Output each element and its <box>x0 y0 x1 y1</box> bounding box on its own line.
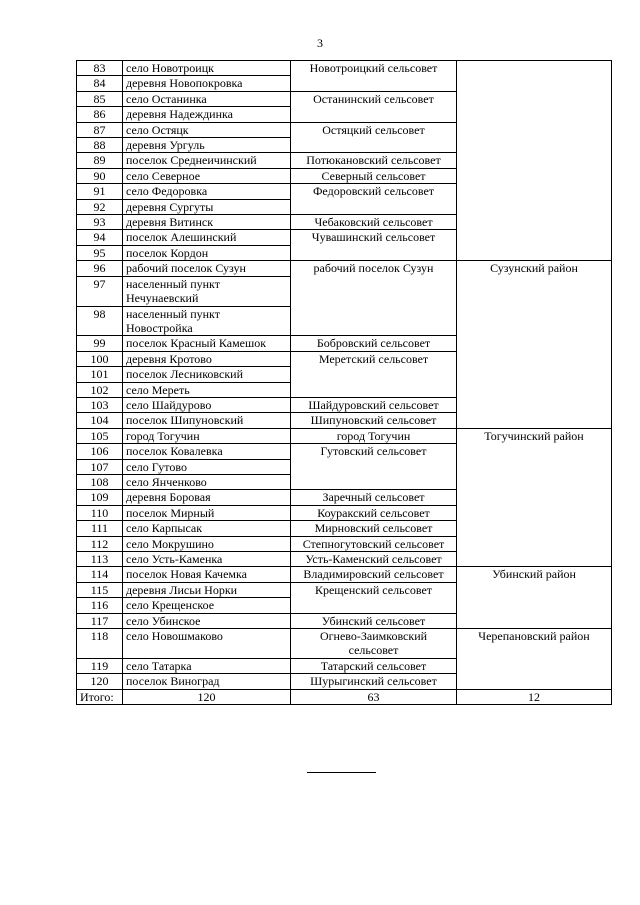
row-number: 94 <box>77 230 123 245</box>
table-row <box>77 61 612 76</box>
council-name: Остяцкий сельсовет <box>291 122 457 153</box>
total-councils: 63 <box>291 689 457 704</box>
row-number: 112 <box>77 536 123 551</box>
council-name: город Тогучин <box>291 428 457 443</box>
settlement-name: деревня Кротово <box>123 351 291 366</box>
settlement-name: населенный пункт Новостройка <box>123 306 291 336</box>
row-number: 102 <box>77 382 123 397</box>
settlements-table <box>76 60 612 705</box>
settlement-name: село Северное <box>123 168 291 183</box>
row-number: 105 <box>77 428 123 443</box>
row-number: 90 <box>77 168 123 183</box>
council-name: Заречный сельсовет <box>291 490 457 505</box>
row-number: 103 <box>77 397 123 412</box>
row-number: 97 <box>77 276 123 306</box>
settlement-name: село Мокрушино <box>123 536 291 551</box>
settlement-name: село Татарка <box>123 658 291 673</box>
table-row <box>77 261 612 276</box>
row-number: 100 <box>77 351 123 366</box>
settlement-name: поселок Лесниковский <box>123 367 291 382</box>
row-number: 99 <box>77 336 123 351</box>
row-number: 118 <box>77 629 123 659</box>
settlement-name: населенный пункт Нечунаевский <box>123 276 291 306</box>
settlement-name: поселок Алешинский <box>123 230 291 245</box>
settlement-name: поселок Виноград <box>123 674 291 689</box>
council-name: Усть-Каменский сельсовет <box>291 552 457 567</box>
settlement-name: село Новотроицк <box>123 61 291 76</box>
row-number: 111 <box>77 521 123 536</box>
council-name: Шурыгинский сельсовет <box>291 674 457 689</box>
council-name: Коуракский сельсовет <box>291 505 457 520</box>
district-name <box>457 61 612 261</box>
settlement-name: деревня Боровая <box>123 490 291 505</box>
settlement-name: деревня Новопокровка <box>123 76 291 91</box>
council-name: рабочий поселок Сузун <box>291 261 457 336</box>
row-number: 109 <box>77 490 123 505</box>
settlement-name: поселок Кордон <box>123 245 291 260</box>
council-name: Гутовский сельсовет <box>291 444 457 490</box>
settlement-name: село Остяцк <box>123 122 291 137</box>
settlement-name: деревня Лисьи Норки <box>123 582 291 597</box>
settlement-name: поселок Среднеичинский <box>123 153 291 168</box>
row-number: 101 <box>77 367 123 382</box>
row-number: 106 <box>77 444 123 459</box>
row-number: 116 <box>77 598 123 613</box>
council-name: Бобровский сельсовет <box>291 336 457 351</box>
council-name: Крещенский сельсовет <box>291 582 457 613</box>
row-number: 110 <box>77 505 123 520</box>
settlement-name: поселок Красный Камешок <box>123 336 291 351</box>
settlement-name: село Янченково <box>123 474 291 489</box>
footer-divider <box>307 772 376 773</box>
row-number: 117 <box>77 613 123 628</box>
settlement-name: рабочий поселок Сузун <box>123 261 291 276</box>
row-number: 108 <box>77 474 123 489</box>
settlement-name: город Тогучин <box>123 428 291 443</box>
row-number: 113 <box>77 552 123 567</box>
council-name: Федоровский сельсовет <box>291 184 457 215</box>
council-name: Степногутовский сельсовет <box>291 536 457 551</box>
council-name: Северный сельсовет <box>291 168 457 183</box>
settlement-name: село Усть-Каменка <box>123 552 291 567</box>
row-number: 83 <box>77 61 123 76</box>
row-number: 120 <box>77 674 123 689</box>
row-number: 98 <box>77 306 123 336</box>
total-districts: 12 <box>457 689 612 704</box>
district-name: Убинский район <box>457 567 612 629</box>
row-number: 84 <box>77 76 123 91</box>
settlement-name: село Федоровка <box>123 184 291 199</box>
council-name: Татарский сельсовет <box>291 658 457 673</box>
row-number: 119 <box>77 658 123 673</box>
row-number: 89 <box>77 153 123 168</box>
council-name: Новотроицкий сельсовет <box>291 61 457 92</box>
settlement-name: поселок Шипуновский <box>123 413 291 428</box>
council-name: Мирновский сельсовет <box>291 521 457 536</box>
settlement-name: поселок Новая Качемка <box>123 567 291 582</box>
council-name: Огнево-Заимковский сельсовет <box>291 629 457 659</box>
settlement-name: село Карпысак <box>123 521 291 536</box>
row-number: 88 <box>77 138 123 153</box>
settlement-name: деревня Надеждинка <box>123 107 291 122</box>
council-name: Чувашинский сельсовет <box>291 230 457 261</box>
row-number: 96 <box>77 261 123 276</box>
district-name: Сузунский район <box>457 261 612 428</box>
district-name: Тогучинский район <box>457 428 612 567</box>
settlement-name: поселок Ковалевка <box>123 444 291 459</box>
settlement-name: село Мереть <box>123 382 291 397</box>
settlement-name: деревня Сургуты <box>123 199 291 214</box>
council-name: Шипуновский сельсовет <box>291 413 457 428</box>
row-number: 95 <box>77 245 123 260</box>
settlement-name: село Гутово <box>123 459 291 474</box>
settlement-name: поселок Мирный <box>123 505 291 520</box>
total-row <box>77 689 612 704</box>
council-name: Меретский сельсовет <box>291 351 457 397</box>
row-number: 115 <box>77 582 123 597</box>
table-row <box>77 567 612 582</box>
council-name: Шайдуровский сельсовет <box>291 397 457 412</box>
district-name: Черепановский район <box>457 629 612 690</box>
council-name: Останинский сельсовет <box>291 91 457 122</box>
row-number: 114 <box>77 567 123 582</box>
settlement-name: село Останинка <box>123 91 291 106</box>
total-settlements: 120 <box>123 689 291 704</box>
settlement-name: село Убинское <box>123 613 291 628</box>
row-number: 87 <box>77 122 123 137</box>
table-row <box>77 629 612 659</box>
settlement-name: село Новошмаково <box>123 629 291 659</box>
row-number: 92 <box>77 199 123 214</box>
table-row <box>77 428 612 443</box>
settlement-name: село Шайдурово <box>123 397 291 412</box>
row-number: 93 <box>77 215 123 230</box>
council-name: Чебаковский сельсовет <box>291 215 457 230</box>
row-number: 86 <box>77 107 123 122</box>
council-name: Владимировский сельсовет <box>291 567 457 582</box>
settlement-name: деревня Ургуль <box>123 138 291 153</box>
row-number: 107 <box>77 459 123 474</box>
settlement-name: деревня Витинск <box>123 215 291 230</box>
settlement-name: село Крещенское <box>123 598 291 613</box>
council-name: Потюкановский сельсовет <box>291 153 457 168</box>
row-number: 85 <box>77 91 123 106</box>
row-number: 104 <box>77 413 123 428</box>
page-number: 3 <box>317 36 323 50</box>
council-name: Убинский сельсовет <box>291 613 457 628</box>
total-label: Итого: <box>77 689 123 704</box>
row-number: 91 <box>77 184 123 199</box>
